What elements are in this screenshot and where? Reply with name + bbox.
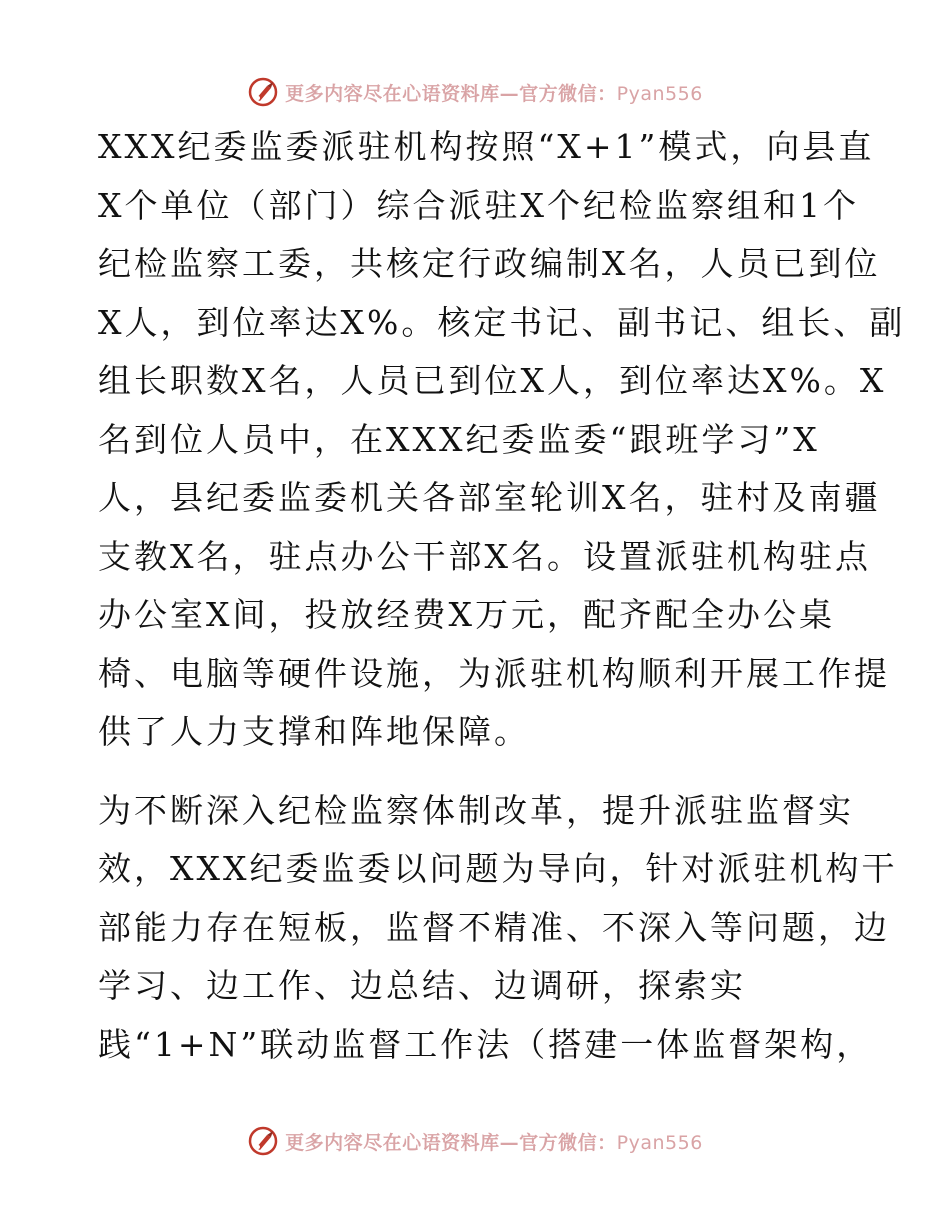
- paragraph-staffing: [98, 118, 906, 762]
- paragraph-reform: [98, 782, 898, 1075]
- text-line: 效，XXX纪委监委以问题为导向，针对派驻机构干: [98, 849, 898, 888]
- text-line: 供了人力支撑和阵地保障。: [98, 712, 530, 751]
- text-line: 纪检监察工委，共核定行政编制X名，人员已到位: [98, 244, 881, 283]
- text-line: X人，到位率达X%。核定书记、副书记、组长、副: [98, 302, 906, 342]
- text-line: X个单位（部门）综合派驻X个纪检监察组和1个: [98, 185, 859, 225]
- text-line: XXX纪委监委派驻机构按照“X+1”模式，向县直: [98, 127, 875, 166]
- quill-pen-logo-icon: [247, 76, 279, 108]
- text-line: 人，县纪委监委机关各部室轮训X名，驻村及南疆: [98, 478, 881, 517]
- text-line: 组长职数X名，人员已到位X人，到位率达X%。X: [98, 361, 887, 400]
- text-line: 部能力存在短板，监督不精准、不深入等问题，边: [98, 907, 890, 947]
- header-banner: [0, 72, 950, 112]
- header-wechat-id: Pyan556: [616, 82, 703, 105]
- footer-wechat-id: Pyan556: [616, 1131, 703, 1154]
- quill-pen-logo-icon: [247, 1125, 279, 1157]
- document-body: [98, 118, 906, 1074]
- text-line: 践“1+N”联动监督工作法（搭建一体监督架构，: [98, 1024, 873, 1064]
- text-line: 学习、边工作、边总结、边调研，探索实: [98, 966, 746, 1005]
- text-line: 椅、电脑等硬件设施，为派驻机构顺利开展工作提: [98, 653, 890, 693]
- header-banner-text: 更多内容尽在心语资料库—官方微信：Pyan556: [285, 82, 703, 105]
- text-line: 名到位人员中，在XXX纪委监委“跟班学习”X: [98, 419, 820, 459]
- text-line: 为不断深入纪检监察体制改革，提升派驻监督实: [98, 790, 854, 830]
- text-line: 办公室X间，投放经费X万元，配齐配全办公桌: [98, 595, 835, 634]
- footer-banner-text: 更多内容尽在心语资料库—官方微信：Pyan556: [285, 1131, 703, 1154]
- footer-banner: [0, 1121, 950, 1161]
- text-line: 支教X名，驻点办公干部X名。设置派驻机构驻点: [98, 536, 871, 576]
